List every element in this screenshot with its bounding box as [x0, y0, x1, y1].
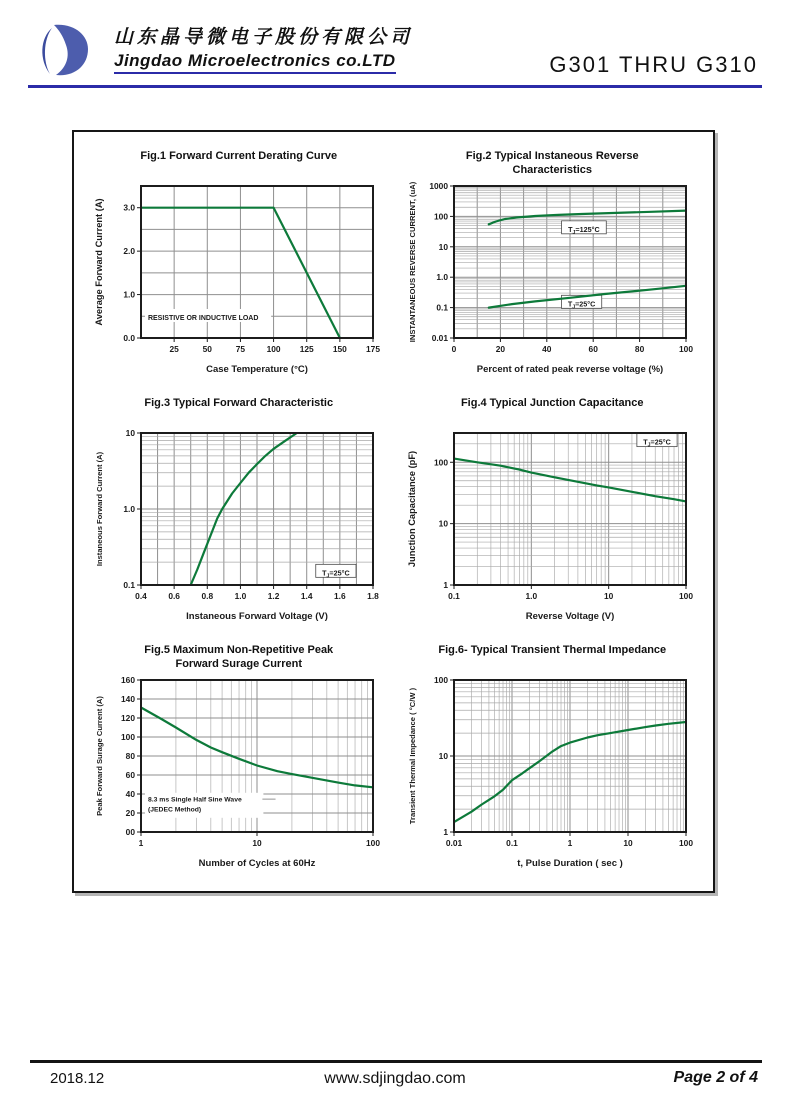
svg-text:80: 80: [125, 751, 135, 761]
svg-text:10: 10: [125, 428, 135, 438]
svg-text:100: 100: [120, 732, 135, 742]
svg-text:0: 0: [451, 344, 457, 354]
svg-text:0.1: 0.1: [123, 580, 135, 590]
svg-text:2.0: 2.0: [123, 246, 135, 257]
chart-fig5: [91, 672, 387, 872]
svg-text:0.1: 0.1: [436, 302, 449, 313]
company-name-block: [114, 26, 413, 74]
svg-text:100: 100: [434, 675, 449, 685]
svg-text:0.1: 0.1: [506, 838, 519, 848]
svg-text:100: 100: [434, 457, 449, 468]
svg-text:1.8: 1.8: [366, 591, 379, 601]
svg-text:1.4: 1.4: [300, 591, 313, 601]
svg-text:Case Temperature (°C): Case Temperature (°C): [205, 364, 308, 375]
figure-title-line: Characteristics: [512, 163, 592, 176]
svg-text:40: 40: [542, 344, 552, 354]
svg-text:50: 50: [202, 344, 212, 354]
svg-text:10: 10: [252, 838, 262, 848]
svg-text:60: 60: [588, 344, 599, 354]
figure-title: [438, 644, 666, 672]
svg-text:10: 10: [438, 241, 449, 252]
svg-text:TJ=125°C: $T_J=125^\circ C$: [568, 224, 600, 236]
svg-text:Percent of rated peak reverse: Percent of rated peak reverse voltage (%): [477, 364, 664, 375]
svg-text:100: 100: [365, 838, 380, 848]
svg-text:1.0: 1.0: [234, 591, 247, 601]
svg-text:Average Forward Current (A): Average Forward Current (A): [93, 198, 104, 326]
chart-fig2: [404, 178, 700, 378]
svg-text:0.01: 0.01: [431, 333, 449, 343]
svg-text:150: 150: [332, 344, 347, 354]
svg-text:TJ=25°C: $T_J=25^\circ C$: [568, 299, 596, 311]
svg-text:100: 100: [266, 344, 281, 354]
svg-text:175: 175: [365, 344, 380, 354]
svg-text:0.4: 0.4: [134, 591, 147, 601]
svg-text:20: 20: [495, 344, 506, 354]
svg-text:100: 100: [434, 211, 449, 222]
figure-title: [144, 397, 333, 425]
svg-text:0.0: 0.0: [123, 333, 135, 343]
figure-fig5: [82, 638, 396, 885]
figure-title-line: Fig.4 Typical Junction Capacitance: [460, 397, 644, 409]
svg-text:1.0: 1.0: [123, 289, 135, 300]
svg-text:160: 160: [120, 675, 135, 685]
svg-text:t, Pulse Duration ( sec ): t, Pulse Duration ( sec ): [517, 858, 624, 869]
svg-text:1.6: 1.6: [333, 591, 346, 601]
svg-text:40: 40: [125, 789, 135, 799]
svg-text:10: 10: [438, 751, 449, 761]
svg-text:1: 1: [138, 838, 144, 848]
svg-text:1.0: 1.0: [436, 272, 449, 283]
svg-text:25: 25: [169, 344, 179, 354]
svg-text:1.0: 1.0: [123, 504, 135, 514]
figure-title: [140, 150, 337, 178]
svg-text:Reverse Voltage (V): Reverse Voltage (V): [525, 611, 615, 622]
svg-text:Junction Capacitance (pF): Junction Capacitance (pF): [407, 450, 418, 568]
chart-fig6: [404, 672, 700, 872]
part-number-title: G301 THRU G310: [549, 52, 758, 77]
company-name-en: Jingdao Microelectronics co.LTD: [114, 50, 396, 74]
svg-text:Number of Cycles at 60Hz: Number of Cycles at 60Hz: [198, 858, 316, 869]
svg-text:10: 10: [438, 518, 449, 529]
svg-text:100: 100: [679, 838, 694, 848]
svg-text:1000: 1000: [429, 181, 449, 191]
page-header: [30, 22, 760, 86]
figure-title: [144, 644, 333, 672]
figure-fig6: [396, 638, 710, 885]
figure-title-line: Fig.6- Typical Transient Thermal Impedance: [438, 644, 667, 656]
svg-text:60: 60: [125, 770, 135, 780]
svg-text:1: 1: [443, 580, 449, 590]
figure-title-line: Fig.1 Forward Current Derating Curve: [140, 150, 338, 162]
figure-fig2: [396, 144, 710, 391]
footer-date: 2018.12: [50, 1070, 105, 1087]
figure-title-line: Fig.3 Typical Forward Characteristic: [144, 397, 334, 409]
company-name-cn: 山东晶导微电子股份有限公司: [114, 27, 414, 48]
company-logo-icon: [34, 22, 100, 80]
chart-fig3: [91, 425, 387, 625]
svg-text:8.3 ms Single Half Sine Wave: 8.3 ms Single Half Sine Wave: [147, 796, 242, 804]
footer-rule: [30, 1060, 762, 1063]
svg-text:125: 125: [299, 344, 314, 354]
figure-panel: [72, 130, 715, 893]
svg-text:INSTANTANEOUS REVERSE CURRENT,: INSTANTANEOUS REVERSE CURRENT, (uA): [408, 181, 418, 343]
figure-title-line: Fig.2 Typical Instaneous Reverse: [465, 150, 639, 162]
svg-text:1: 1: [567, 838, 573, 848]
svg-text:10: 10: [623, 838, 633, 848]
footer-website: www.sdjingdao.com: [324, 1070, 466, 1087]
header-rule: [28, 85, 762, 88]
figure-grid: [74, 132, 713, 891]
svg-text:1.0: 1.0: [525, 591, 538, 601]
svg-text:0.01: 0.01: [446, 838, 463, 848]
svg-text:3.0: 3.0: [123, 202, 135, 213]
svg-text:75: 75: [235, 344, 245, 354]
chart-fig1: [91, 178, 387, 378]
svg-text:00: 00: [125, 827, 135, 837]
svg-text:Transient Thermal Impedance (: Transient Thermal Impedance ( °C/W ): [408, 687, 418, 825]
svg-text:Instaneous Forward Current (A: Instaneous Forward Current (A): [94, 451, 104, 567]
svg-text:TJ=25°C: $T_J=25^\circ C$: [321, 568, 350, 580]
svg-text:100: 100: [679, 591, 694, 601]
figure-title-line: Fig.5 Maximum Non-Repetitive Peak: [144, 644, 334, 656]
svg-text:Peak Forward Surage Current (A: Peak Forward Surage Current (A): [94, 696, 104, 816]
svg-text:TJ=25°C: $T_J=25^\circ C$: [643, 437, 672, 449]
svg-text:100: 100: [679, 344, 694, 354]
figure-fig3: [82, 391, 396, 638]
svg-text:1.2: 1.2: [267, 591, 280, 601]
svg-text:(JEDEC Method): (JEDEC Method): [147, 806, 201, 814]
svg-text:10: 10: [604, 591, 614, 601]
svg-text:Instaneous Forward Voltage (V): Instaneous Forward Voltage (V): [185, 611, 328, 622]
figure-fig1: [82, 144, 396, 391]
svg-text:20: 20: [125, 808, 135, 818]
figure-title-line: Forward Surage Current: [175, 657, 302, 670]
chart-fig4: [404, 425, 700, 625]
svg-text:RESISTIVE OR INDUCTIVE LOAD: RESISTIVE OR INDUCTIVE LOAD: [147, 314, 259, 322]
svg-text:140: 140: [120, 694, 135, 704]
footer-page-number: Page 2 of 4: [673, 1069, 758, 1086]
svg-text:0.6: 0.6: [168, 591, 180, 601]
svg-text:80: 80: [635, 344, 645, 354]
svg-text:0.1: 0.1: [448, 591, 461, 601]
figure-fig4: [396, 391, 710, 638]
figure-title: [461, 397, 644, 425]
svg-text:1: 1: [443, 827, 449, 837]
svg-text:120: 120: [120, 713, 135, 723]
figure-title: [466, 150, 639, 178]
svg-text:0.8: 0.8: [201, 591, 213, 601]
